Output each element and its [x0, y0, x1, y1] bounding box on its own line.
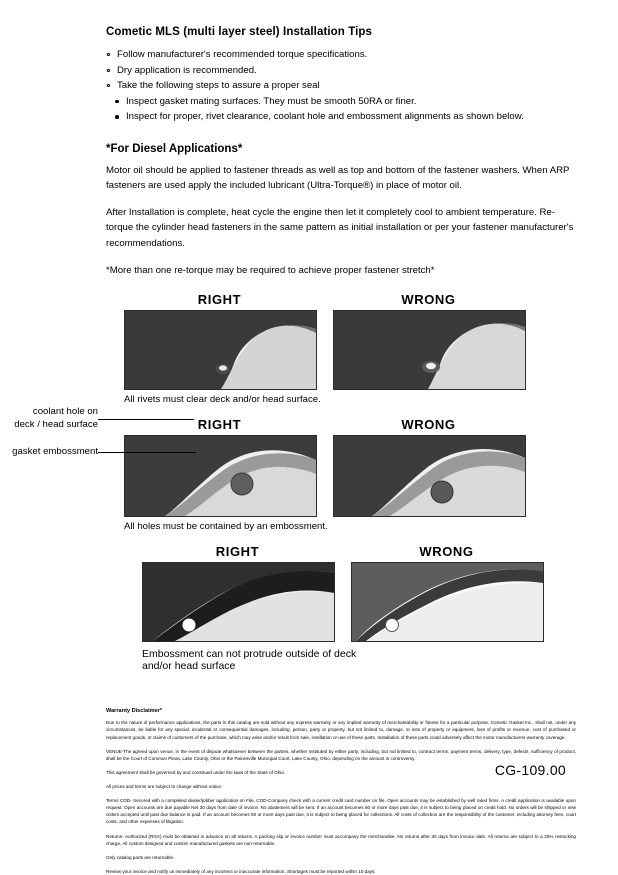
warranty-disclaimer	[106, 708, 576, 875]
callout-coolant-hole: coolant hole on deck / head surface	[14, 406, 98, 431]
warranty-paragraph: Returns- Authorized (RGA) must be obtained in advance on all returns. A packing slip or invoice number must accompany the merchandise. No returns after 30 days from invoice date. All returns are subject to a 25% restocking charge. All custom designed and custom manufactured gaskets are non-returnable.	[106, 833, 576, 846]
figure-image-protrusion-wrong	[351, 562, 544, 642]
figure-label: WRONG	[419, 544, 474, 560]
warranty-paragraph: Only catalog parts are returnable.	[106, 854, 175, 860]
figure-caption-protrusion-line1: Embossment can not protrude outside of deck	[142, 648, 357, 661]
retorque-note: *More than one re-torque may be required to achieve proper fastener stretch*	[106, 265, 435, 277]
figures-area	[12, 292, 584, 673]
warranty-heading: Warranty Disclaimer*	[106, 708, 163, 715]
figure-image-protrusion-right	[142, 562, 335, 642]
figure-protrusion-wrong	[351, 544, 542, 642]
warranty-paragraph: All prices and terms are subject to change without notice.	[106, 783, 223, 789]
tips-bullet-list	[106, 47, 578, 94]
warranty-paragraph: VENUE-The agreed upon venue, in the event of dispute whatsoever between the parties, whether instituted by either party, including, but not limited to, contract terms, payment terms, delivery, type, defects, sufficiency of product, shall be the Court of Common Pleas, Lake County, Ohio or the Painesville Municipal Court, Lake County, Ohio, depending on the amount in controversy.	[106, 748, 576, 761]
figure-image-rivets-right	[124, 310, 317, 390]
figure-rivets-wrong	[333, 292, 524, 390]
rivets-right-illustration	[125, 311, 316, 389]
figure-holes-wrong	[333, 417, 524, 517]
warranty-paragraph: Due to the nature of performance applications, the parts in this catalog are sold without any express warranty or any implied warranty of merchantability or fitness for a particular purpose. Cometic Gasket Inc., shall not, under any circumstances, be liable for any special, incidental or consequential damages, including, person, party or property, but not limited to, damage, or loss of property or equipment, loss of profits or revenue, cost of purchased or replacement goods, or claims of customers of the purchase, which may arise and/or result from sale, instillation or use of these parts. Installation of these parts could adversely affect the motor manufacturers warranty coverage.	[106, 720, 576, 740]
figure-image-rivets-wrong	[333, 310, 526, 390]
list-item: Follow manufacturer's recommended torque specifications.	[106, 47, 578, 63]
diesel-paragraph-1: Motor oil should be applied to fastener threads as well as top and bottom of the fastener washers. When ARP fasteners are used apply the included lubricant (Ultra-Torque®) in place of motor oil.	[106, 164, 570, 192]
holes-right-illustration	[125, 436, 316, 516]
figure-rivets-right	[124, 292, 315, 390]
figure-image-holes-wrong	[333, 435, 526, 517]
warranty-paragraph: Review your invoice and notify us immediately of any incorrect or inaccurate information. Shortages must be reported within 10 days.	[106, 868, 376, 874]
figure-label: RIGHT	[197, 292, 242, 308]
list-item: Take the following steps to assure a proper seal	[106, 78, 578, 94]
warranty-paragraph: This agreement shall be governed by and construed under the laws of the State of Ohio.	[106, 769, 286, 775]
warranty-paragraph: Terms COD- Secured with a completed dealer/jobber application on File, COD-Company check with a current credit card number on file. Open accounts may be established by well rated firms. A credit application is available upon request. Open accounts are due payable Net 30 days from date of invoice. No abatement will be sent. If an account becomes 60 or more days past due, it is subject to being placed on credit hold. No orders will be shipped or new orders accepted until past due balance is paid. If an account becomes 90 or more days past due, it is subject to being placed for collections. All costs of collection are the responsibility of the customer, including attorney fees, court costs, and other expenses of litigation.	[106, 798, 576, 825]
figure-label: WRONG	[401, 417, 456, 433]
figure-image-holes-right	[124, 435, 317, 517]
protrusion-wrong-illustration	[352, 563, 543, 641]
list-item: Dry application is recommended.	[106, 63, 578, 79]
document-number: CG-109.00	[494, 762, 566, 778]
page-title: Cometic MLS (multi layer steel) Installation Tips	[106, 26, 373, 38]
figure-row-holes	[124, 417, 584, 517]
diesel-section-heading: *For Diesel Applications*	[106, 142, 243, 155]
holes-wrong-illustration	[334, 436, 525, 516]
figure-caption-rivets: All rivets must clear deck and/or head surface.	[124, 394, 321, 406]
callout-gasket-embossment: gasket embossment	[12, 446, 98, 458]
figure-row-protrusion	[142, 544, 584, 642]
rivets-wrong-illustration	[334, 311, 525, 389]
figure-caption-holes: All holes must be contained by an embossment.	[124, 521, 328, 533]
figure-protrusion-right	[142, 544, 333, 642]
diesel-paragraph-2: After Installation is complete, heat cycle the engine then let it completely cool to ambient temperature. Re-torque the cylinder head fasteners in the same pattern as initial installation or per your fastener manufacturer's recommendations.	[106, 206, 574, 249]
callout-leader-line-1	[98, 419, 194, 420]
list-item: Inspect gasket mating surfaces. They must be smooth 50RA or finer.	[106, 94, 578, 110]
tips-sub-bullet-list	[106, 94, 578, 125]
callout-leader-line-2	[98, 452, 196, 453]
list-item: Inspect for proper, rivet clearance, coolant hole and embossment alignments as shown below.	[106, 109, 578, 125]
figure-label: RIGHT	[197, 417, 242, 433]
figure-label: RIGHT	[215, 544, 260, 560]
figure-holes-right	[124, 417, 315, 517]
figure-row-rivets	[124, 292, 584, 390]
figure-label: WRONG	[401, 292, 456, 308]
figure-caption-protrusion-line2: and/or head surface	[142, 660, 236, 673]
protrusion-right-illustration	[143, 563, 334, 641]
